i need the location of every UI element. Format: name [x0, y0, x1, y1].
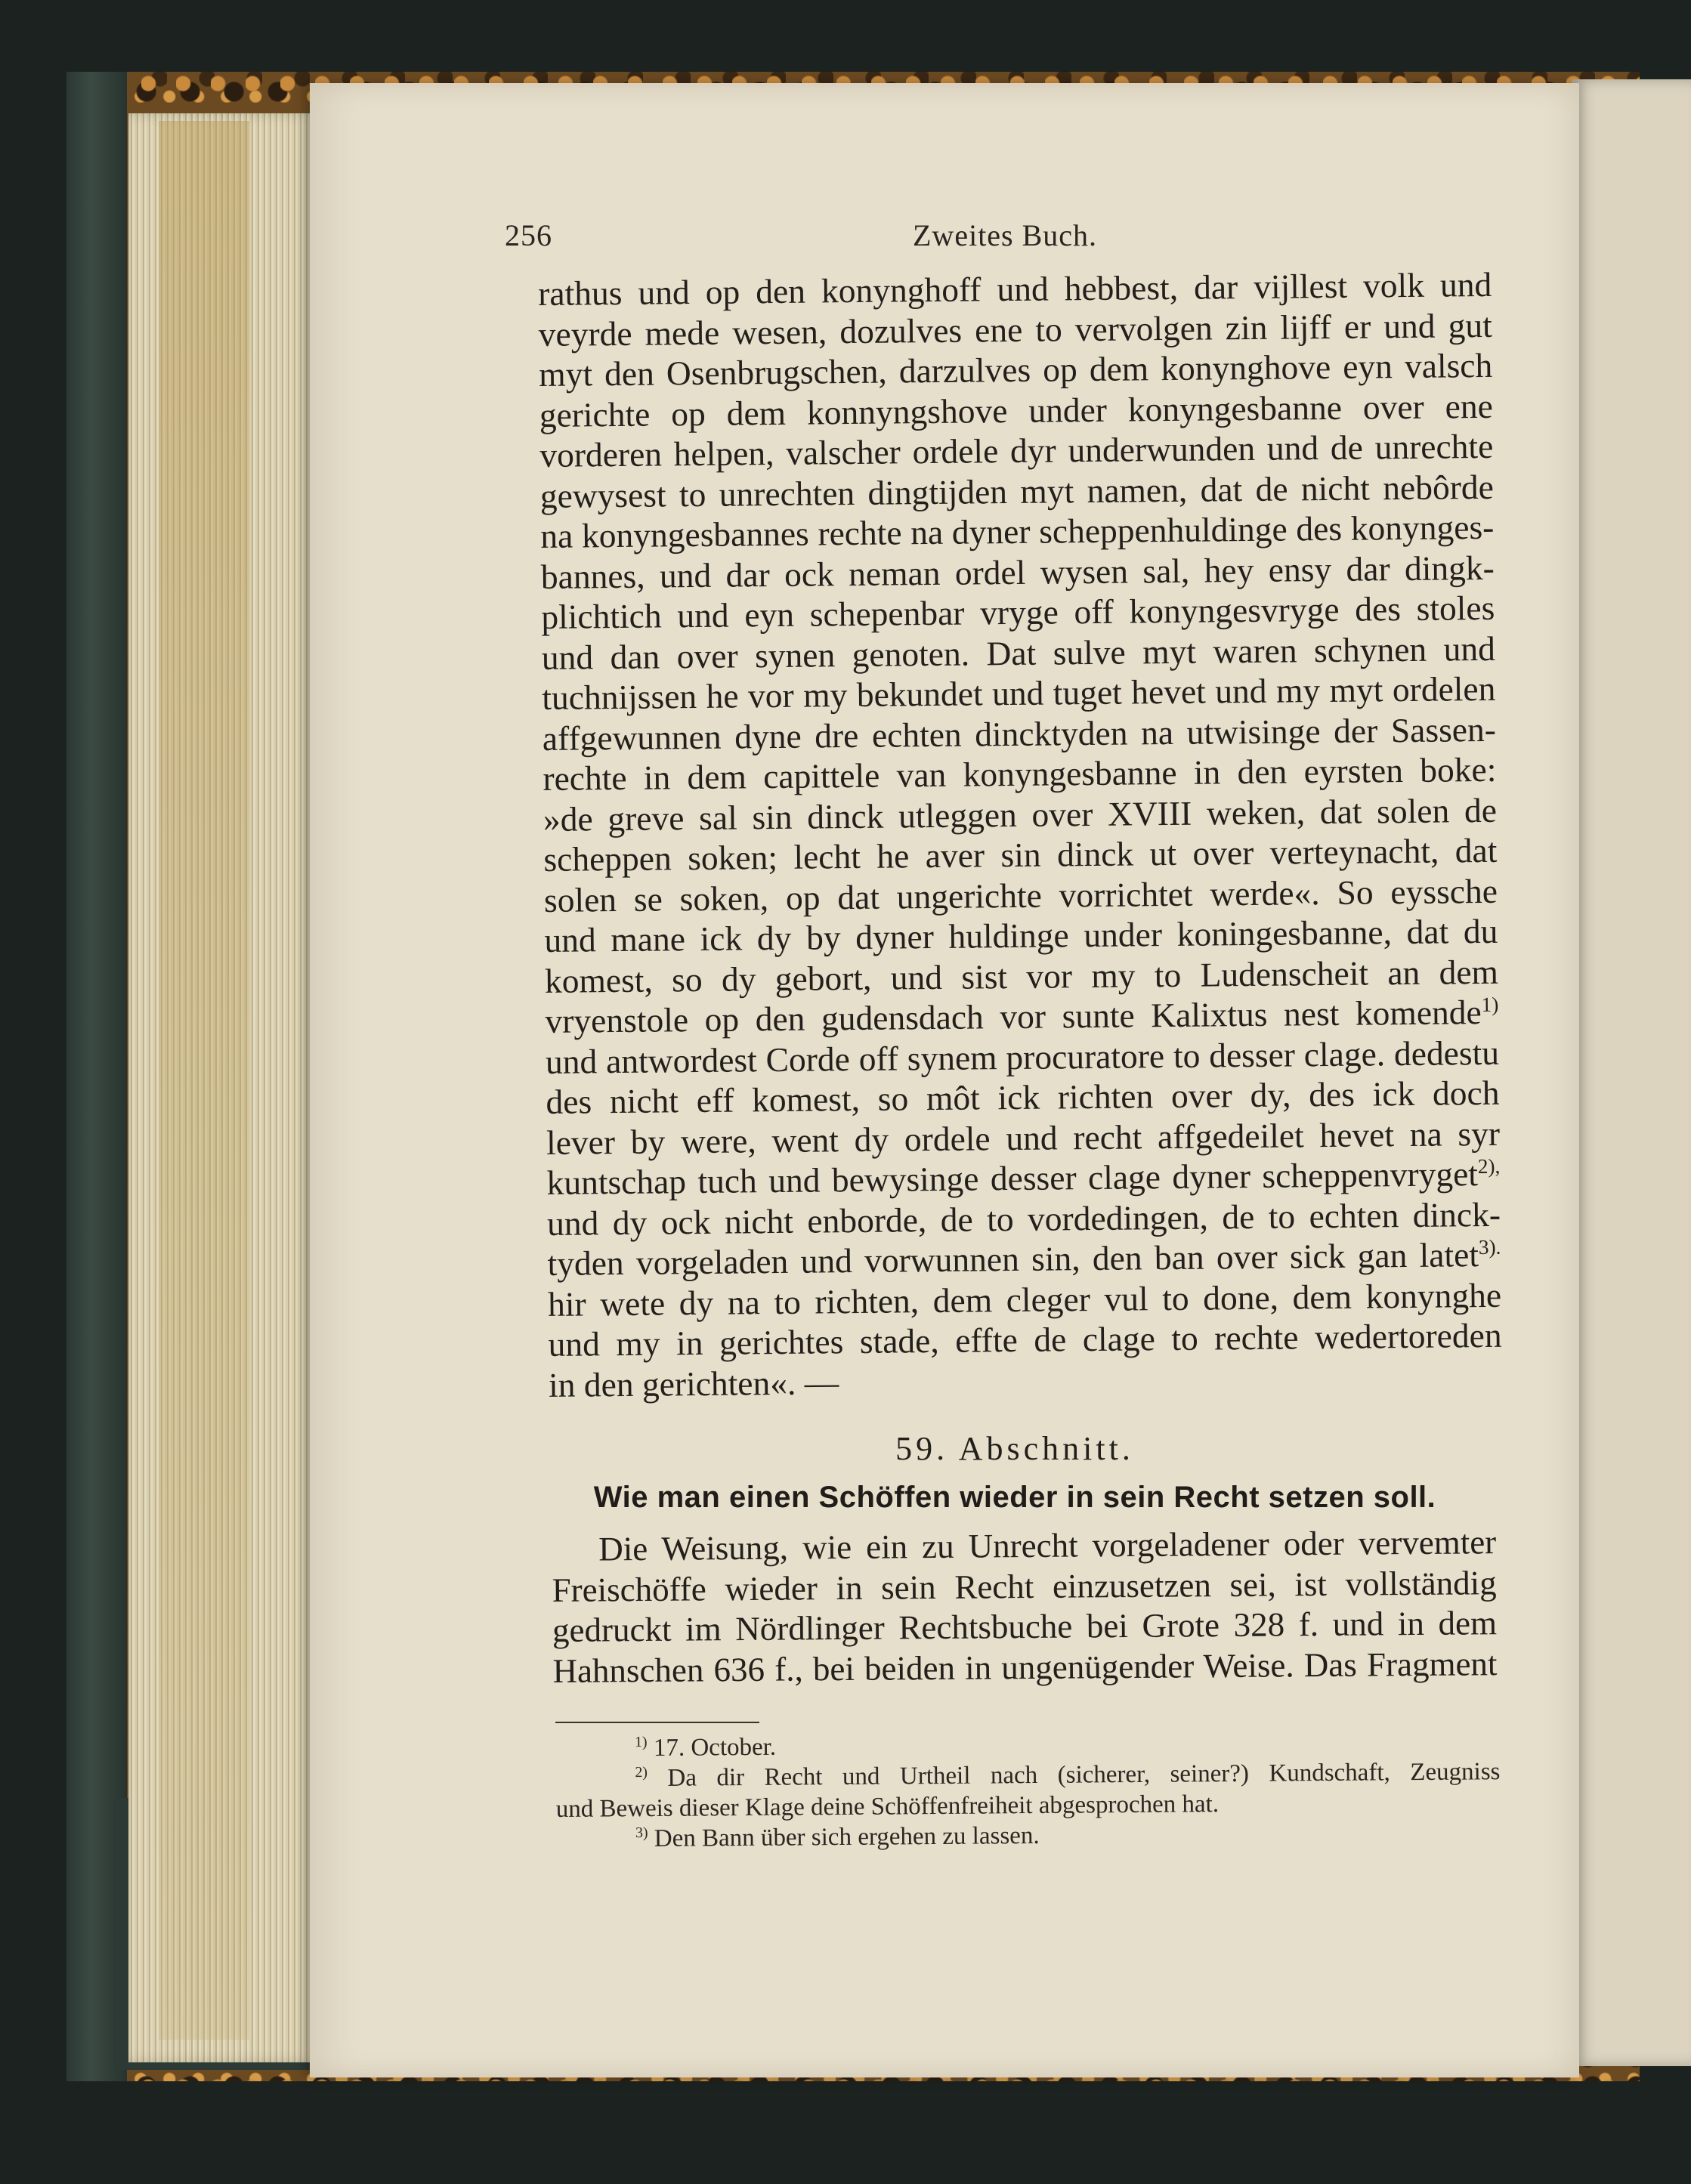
body-line: na konyngesbannes rechte na dyner scheppenhuldinge des konynges-	[540, 507, 1495, 555]
body-line: und antwordest Corde off synem procuratore to desser clage. dedestu	[545, 1033, 1500, 1081]
body-line: in den gerichten«. —	[548, 1362, 839, 1404]
line-text: kuntschap tuch und bewysinge desser clage dyner scheppenvryget	[546, 1154, 1479, 1202]
section-body	[552, 1522, 1498, 1691]
section-line: Freischöffe wieder in sein Recht einzusetzen sei, ist vollständig	[552, 1563, 1497, 1609]
body-line: hir wete dy na to richten, dem cleger vul to done, dem konynghe	[547, 1275, 1502, 1324]
footnote-text: Da dir Recht und Urtheil nach (sicherer, seiner?) Kundschaft, Zeugniss	[667, 1758, 1501, 1792]
body-line: gewysest to unrechten dingtijden myt namen, dat de nicht nebôrde	[539, 467, 1495, 515]
body-line: rechte in dem capittele van konyngesbanne in den eyrsten boke:	[543, 749, 1497, 798]
body-line: bannes, und dar ock neman ordel wysen sal, hey ensy dar dingk-	[540, 548, 1495, 596]
body-line: und my in gerichtes stade, effte de clage to rechte wedertoreden	[548, 1315, 1502, 1364]
body-text	[538, 264, 1502, 1405]
footnote-mark: 3)	[635, 1824, 648, 1842]
section-line: gedruckt im Nördlinger Rechtsbuche bei Grote 328 f. und in dem	[552, 1604, 1498, 1649]
spine-cloth	[66, 72, 127, 2081]
body-line: plichtich und eyn schepenbar vryge off konyngesvryge des stoles	[541, 588, 1495, 636]
running-title: Zweites Buch.	[913, 218, 1098, 252]
body-line: des nicht eff komest, so môt ick richten over dy, des ick doch	[546, 1073, 1500, 1121]
body-line: und dy ock nicht enborde, de to vordedingen, de to echten dinck-	[546, 1194, 1501, 1243]
footnote-text: Den Bann über sich ergehen zu lassen.	[654, 1821, 1040, 1852]
body-line: und mane ick dy by dyner huldinge under koningesbanne, dat du	[544, 911, 1498, 959]
section-line: Die Weisung, wie ein zu Unrecht vorgeladener oder vervemter	[598, 1523, 1497, 1568]
footnote-continuation: und Beweis dieser Klage deine Schöffenfreiheit abgesprochen hat.	[555, 1790, 1220, 1823]
footnote-rule	[555, 1722, 759, 1723]
body-line: tuchnijssen he vor my bekundet und tuget hevet und my myt ordelen	[542, 669, 1496, 717]
footnote-ref: 1)	[1481, 993, 1499, 1016]
footnote-ref: 3).	[1478, 1235, 1501, 1259]
footnote-mark: 2)	[635, 1764, 648, 1781]
body-line: solen se soken, op dat ungerichte vorrichtet werde«. So eyssche	[543, 871, 1498, 919]
page-edge-tint	[159, 121, 249, 2040]
line-text: tyden vorgeladen und vorwunnen sin, den ban over sick gan latet	[547, 1235, 1479, 1283]
body-line: scheppen soken; lecht he aver sin dinck ut over verteynacht, dat	[543, 830, 1498, 879]
facing-page	[1572, 79, 1691, 2066]
section-title: Wie man einen Schöffen wieder in sein Recht setzen soll.	[593, 1481, 1436, 1514]
footnote-mark: 1)	[635, 1734, 648, 1751]
body-line: und dan over synen genoten. Dat sulve myt waren schynen und	[541, 629, 1496, 677]
body-line: gerichte op dem konnyngshove under konyngesbanne over ene	[539, 386, 1493, 434]
body-line: rathus und op den konynghoff und hebbest, dar vijllest volk und	[538, 264, 1492, 313]
body-line: lever by were, went dy ordele und recht affgedeilet hevet na syr	[546, 1114, 1501, 1162]
section-line: Hahnschen 636 f., bei beiden in ungenügender Weise. Das Fragment	[552, 1644, 1498, 1690]
footnotes	[555, 1726, 1501, 1855]
body-line: vorderen helpen, valscher ordele dyr underwunden und de unrechte	[539, 426, 1494, 474]
section-heading: 59. Abschnitt.	[895, 1430, 1134, 1467]
page-number: 256	[505, 218, 552, 252]
line-text: vryenstole op den gudensdach vor sunte Kalixtus nest komende	[545, 993, 1482, 1040]
body-line: affgewunnen dyne dre echten dincktyden na utwisinge der Sassen-	[542, 709, 1497, 758]
body-line: komest, so dy gebort, und sist vor my to Ludenscheit an dem	[544, 952, 1499, 1000]
footnote-ref: 2),	[1477, 1154, 1501, 1178]
body-line: myt den Osenbrugschen, darzulves op dem konynghove eyn valsch	[539, 345, 1493, 394]
body-line: »de greve sal sin dinck utleggen over XVIII weken, dat solen de	[543, 790, 1498, 839]
body-line: veyrde mede wesen, dozulves ene to vervolgen zin lijff er und gut	[538, 305, 1492, 354]
footnote-text: 17. October.	[653, 1733, 777, 1762]
